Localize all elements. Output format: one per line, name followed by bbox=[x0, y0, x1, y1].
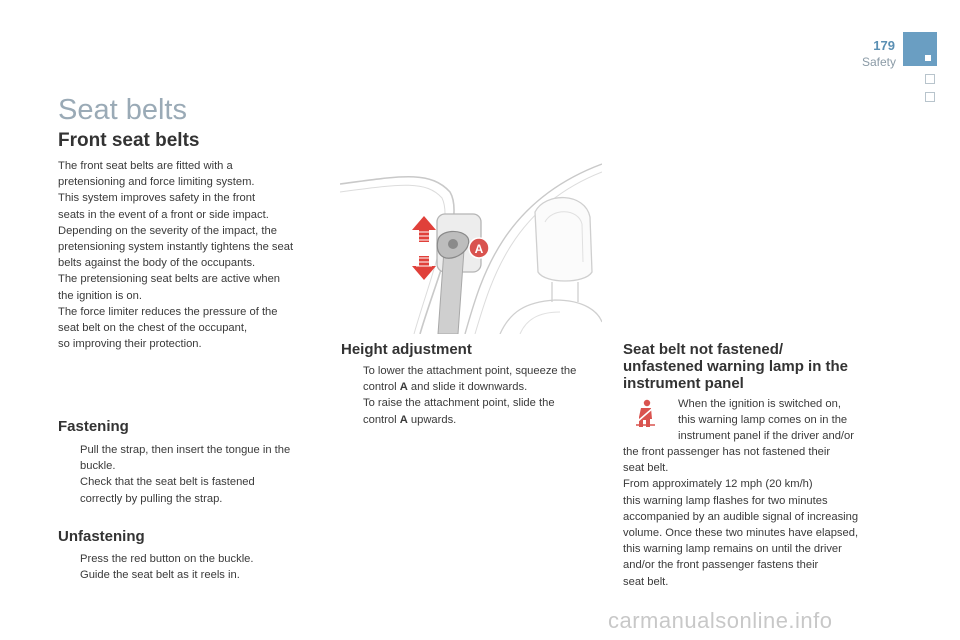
control-a-ref: A bbox=[399, 381, 408, 394]
text-line bbox=[363, 412, 603, 428]
text-line: pretensioning and force limiting system. bbox=[58, 176, 255, 189]
text-line: To raise the attachment point, slide the bbox=[363, 397, 555, 410]
height-adjustment-list bbox=[341, 363, 603, 428]
text-line: Guide the seat belt as it reels in. bbox=[80, 569, 240, 582]
text-line: Check that the seat belt is fastened bbox=[80, 476, 255, 489]
text-line: seats in the event of a front or side impact. bbox=[58, 208, 269, 221]
text-fragment: control bbox=[363, 413, 400, 426]
text-line: When the ignition is switched on, bbox=[678, 398, 841, 410]
unfastening-heading: Unfastening bbox=[58, 528, 145, 545]
text-line: this warning lamp remains on until the driver bbox=[623, 543, 842, 556]
text-line: The pretensioning seat belts are active when bbox=[58, 273, 281, 286]
list-item bbox=[341, 395, 603, 427]
front-seat-belts-text bbox=[58, 158, 328, 352]
page-title: Seat belts bbox=[58, 94, 187, 126]
text-line: instrument panel if the driver and/or bbox=[678, 430, 854, 443]
text-line: Press the red button on the buckle. bbox=[80, 553, 254, 565]
text-line: this warning lamp comes on in the bbox=[678, 414, 848, 427]
fastening-list bbox=[58, 442, 328, 507]
list-item bbox=[58, 567, 328, 583]
text-line: Pull the strap, then insert the tongue in the bbox=[80, 444, 291, 456]
seat-belt-illustration bbox=[340, 162, 602, 334]
text-line: The force limiter reduces the pressure of the bbox=[58, 305, 278, 318]
height-adjustment-heading: Height adjustment bbox=[341, 341, 472, 358]
text-line: correctly by pulling the strap. bbox=[80, 492, 223, 505]
fastening-heading: Fastening bbox=[58, 418, 129, 435]
heading-line: Seat belt not fastened/ bbox=[623, 341, 784, 358]
tab-box-icon[interactable] bbox=[925, 74, 935, 84]
watermark: carmanualsonline.info bbox=[608, 608, 833, 633]
tab-box-icon[interactable] bbox=[925, 92, 935, 102]
text-line: belts against the body of the occupants. bbox=[58, 257, 256, 270]
text-line bbox=[363, 379, 603, 395]
text-line: seat belt on the chest of the occupant, bbox=[58, 322, 248, 335]
warning-lamp-heading bbox=[623, 341, 913, 392]
text-line: seat belt. bbox=[623, 462, 669, 475]
text-line: pretensioning system instantly tightens the seat bbox=[58, 241, 294, 254]
warning-lamp-text bbox=[623, 444, 923, 590]
section-tab[interactable] bbox=[903, 32, 937, 66]
text-line: accompanied by an audible signal of increasing bbox=[623, 510, 859, 523]
unfastening-list bbox=[58, 551, 328, 583]
text-fragment: upwards. bbox=[407, 413, 457, 426]
text-line: The front seat belts are fitted with a bbox=[58, 160, 233, 172]
front-seat-belts-heading: Front seat belts bbox=[58, 130, 200, 151]
text-fragment: control bbox=[363, 381, 400, 394]
text-line: and/or the front passenger fastens their bbox=[623, 559, 819, 572]
text-line: volume. Once these two minutes have elapsed, bbox=[623, 527, 859, 540]
text-line: To lower the attachment point, squeeze the bbox=[363, 365, 577, 377]
page-number: 179 bbox=[873, 38, 895, 53]
text-line: the front passenger has not fastened their bbox=[623, 446, 831, 458]
list-item bbox=[58, 474, 328, 506]
list-item bbox=[58, 551, 328, 567]
seat-belt-drawing bbox=[340, 162, 602, 334]
text-line: Depending on the severity of the impact, the bbox=[58, 224, 277, 237]
seatbelt-warning-icon bbox=[634, 399, 658, 429]
text-line: This system improves safety in the front bbox=[58, 192, 256, 205]
text-line: this warning lamp flashes for two minutes bbox=[623, 494, 828, 507]
text-line: the ignition is on. bbox=[58, 289, 142, 302]
warning-lamp-intro bbox=[678, 396, 908, 445]
heading-line: unfastened warning lamp in the bbox=[623, 358, 849, 375]
list-item bbox=[341, 363, 603, 395]
list-item bbox=[58, 442, 328, 474]
tab-dot-icon bbox=[925, 55, 931, 61]
section-name: Safety bbox=[861, 55, 896, 69]
text-fragment: and slide it downwards. bbox=[407, 381, 528, 394]
callout-a-label: A bbox=[474, 242, 484, 256]
text-line: buckle. bbox=[80, 460, 116, 473]
text-line: seat belt. bbox=[623, 575, 669, 588]
text-line: so improving their protection. bbox=[58, 338, 202, 351]
control-a-ref: A bbox=[399, 413, 408, 426]
text-line: From approximately 12 mph (20 km/h) bbox=[623, 478, 813, 491]
heading-line: instrument panel bbox=[623, 375, 744, 392]
